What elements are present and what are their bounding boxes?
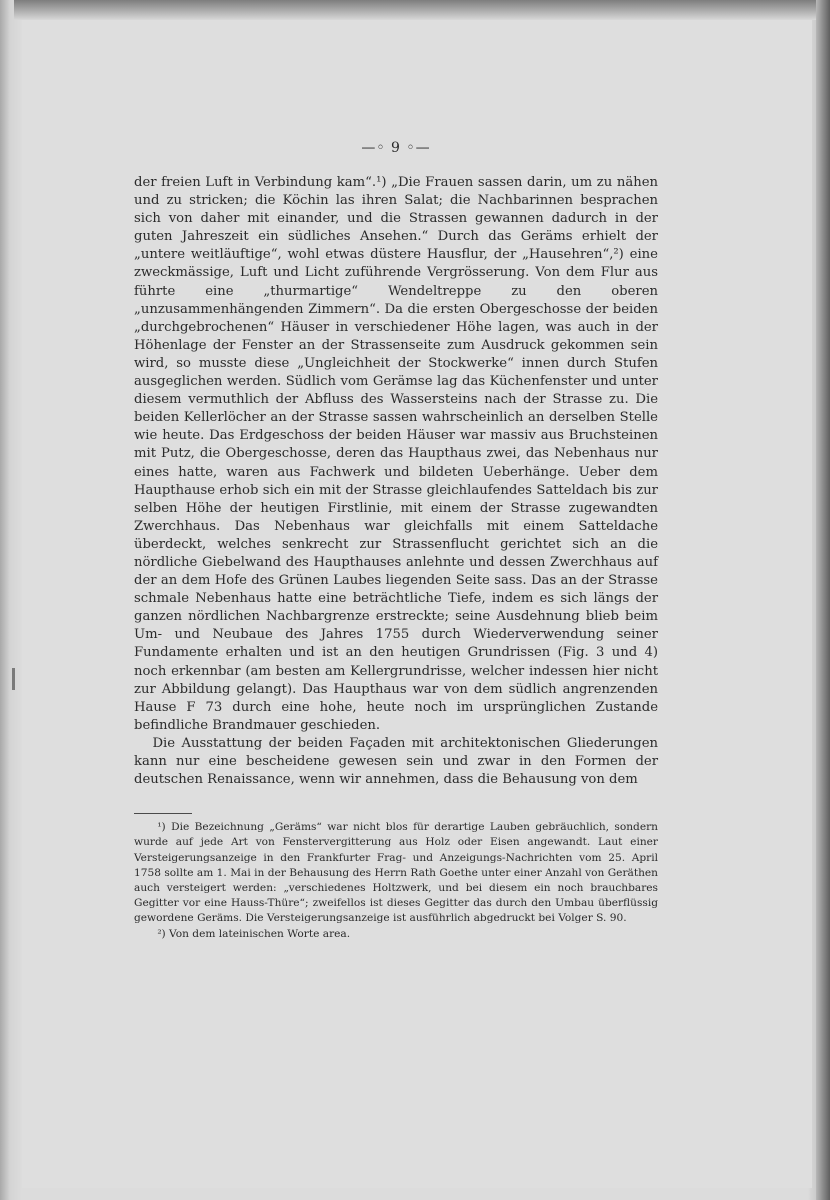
margin-mark (12, 668, 15, 690)
paragraph-2: Die Ausstattung der beiden Façaden mit architektonischen Gliederungen kann nur eine bescheidene gewesen sein und zwar in den Formen der deutschen Renaissance, wenn wir annehmen, dass die Behausung von dem (134, 735, 658, 788)
right-page-edge (816, 0, 830, 1200)
page-content (134, 140, 658, 942)
footnote-separator (134, 813, 192, 814)
top-page-edge (14, 0, 818, 20)
page-number: —◦ 9 ◦— (361, 140, 431, 156)
footnotes (134, 820, 658, 942)
body-text (134, 174, 658, 789)
paragraph-1: der freien Luft in Verbindung kam“.¹) „Die Frauen sassen darin, um zu nähen und zu stricken; die Köchin las ihren Salat; die Nachbarinnen besprachen sich von daher mit einander, und die Strassen gewannen dadurch in der guten Jahreszeit ein südliches Ansehen.“ Durch das Geräms erhielt der „untere weitläuftige“, wohl etwas düstere Hausflur, der „Hausehren“,²) eine zweckmässige, Luft und Licht zuführende Vergrösserung. Von dem Flur aus führte eine „thurmartige“ Wendeltreppe zu den oberen „unzusammenhängenden Zimmern“. Da die ersten Obergeschosse der beiden „durchgebrochenen“ Häuser in verschiedener Höhe lagen, was auch in der Höhenlage der Fenster an der Strassenseite zum Ausdruck gekommen sein wird, so musste diese „Ungleichheit der Stockwerke“ innen durch Stufen ausgeglichen werden. Südlich vom Gerämse lag das Küchenfenster und unter diesem vermuthlich der Abfluss des Wassersteins nach der Strasse zu. Die beiden Kellerlöcher an der Strasse sassen wahrscheinlich an derselben Stelle wie heute. Das Erdgeschoss der beiden Häuser war massiv aus Bruchsteinen mit Putz, die Obergeschosse, deren das Haupthaus zwei, das Nebenhaus nur eines hatte, waren aus Fachwerk und bildeten Ueberhänge. Ueber dem Haupthause erhob sich ein mit der Strasse gleichlaufendes Satteldach bis zur selben Höhe der heutigen Firstlinie, mit einem der Strasse zugewandten Zwerchhaus. Das Nebenhaus war gleichfalls mit einem Satteldache überdeckt, welches senkrecht zur Strassenflucht gerichtet sich an die nördliche Giebelwand des Haupthauses anlehnte und dessen Zwerchhaus auf der an dem Hofe des Grünen Laubes liegenden Seite sass. Das an der Strasse schmale Nebenhaus hatte eine beträchtliche Tiefe, indem es sich längs der ganzen nördlichen Nachbargrenze erstreckte; seine Ausdehnung blieb beim Um- und Neubaue des Jahres 1755 durch Wiederverwendung seiner Fundamente erhalten und ist an den heutigen Grundrissen (Fig. 3 und 4) noch erkennbar (am besten am Kellergrundrisse, welcher indessen hier nicht zur Abbildung gelangt). Das Haupthaus war von dem südlich angrenzenden Hause F 73 durch eine hohe, heute noch im ursprünglichen Zustande befindliche Brandmauer geschieden. (134, 175, 658, 733)
footnote-1: ¹) Die Bezeichnung „Geräms“ war nicht blos für derartige Lauben gebräuchlich, sondern wurde auf jede Art von Fenstervergitterung aus Holz oder Eisen angewandt. Laut einer Versteigerungsanzeige in den Frankfurter Frag- und Anzeigungs-Nachrichten vom 25. April 1758 sollte am 1. Mai in der Behausung des Herrn Rath Goethe unter einer Anzahl von Geräthen auch versteigert werden: „verschiedenes Holtzwerk, und bei diesem ein noch brauchbares Gegitter vor eine Hauss-Thüre“; zweifellos ist dieses Gegitter das durch den Umbau überflüssig gewordene Geräms. Die Versteigerungsanzeige ist ausführlich abgedruckt bei Volger S. 90. (134, 821, 658, 925)
footnote-2: ²) Von dem lateinischen Worte area. (157, 927, 351, 940)
